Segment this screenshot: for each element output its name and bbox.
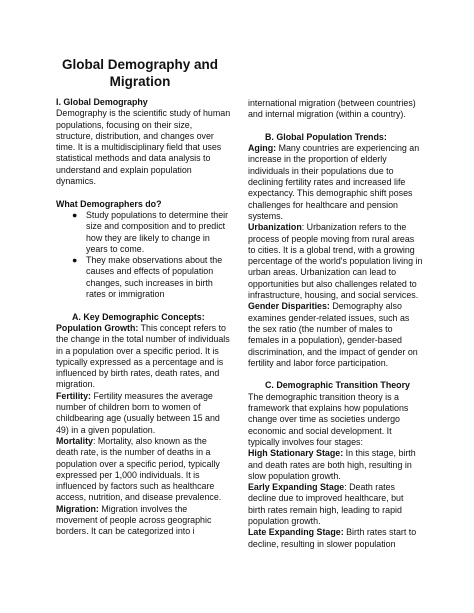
- paragraph-line: examines gender-related issues, such as: [248, 312, 410, 323]
- paragraph-line: Urbanization: Urbanization refers to the: [248, 222, 407, 233]
- paragraph-line: percentage of the world's population living in: [248, 256, 423, 267]
- intro-line: time. It is a multidisciplinary field that uses: [56, 142, 222, 153]
- paragraph-line: framework that explains how populations: [248, 403, 409, 414]
- paragraph-line: population growth.: [248, 515, 321, 526]
- term-aging: Aging:: [248, 143, 277, 154]
- paragraph-line: increase in the proportion of elderly: [248, 154, 387, 165]
- paragraph-line: High Stationary Stage: In this stage, birth: [248, 448, 416, 459]
- paragraph-line: systems.: [248, 210, 284, 221]
- paragraph-line: The demographic transition theory is a: [248, 391, 399, 402]
- paragraph-line: Fertility: Fertility measures the average: [56, 390, 213, 401]
- paragraph-line: infrastructure, housing, and social services.: [248, 290, 419, 301]
- title-line-1: Global Demography and: [61, 57, 219, 72]
- term-high-stationary-stage: High Stationary Stage:: [248, 448, 344, 459]
- paragraph-line: fertility and labor force participation.: [248, 357, 389, 368]
- paragraph-line: in a population over a specific period. It is: [56, 345, 219, 356]
- bullet-line: years to come.: [86, 243, 145, 254]
- bullet-line: size and composition and to predict: [86, 221, 226, 232]
- bullet-line: changes, such increases in birth: [86, 277, 213, 288]
- paragraph-line: discrimination, and the impact of gender on: [248, 346, 418, 357]
- paragraph-line: the sex ratio (the number of males to: [248, 323, 393, 334]
- paragraph-line: population over a specific period, typically: [56, 458, 220, 469]
- paragraph-line: influenced by factors such as healthcare: [56, 481, 215, 492]
- paragraph-line: slow population growth.: [248, 470, 341, 481]
- bullet-line: how they are likely to change in: [86, 232, 210, 243]
- bullet-icon: ●: [72, 255, 78, 266]
- term-fertility: Fertility:: [56, 390, 92, 401]
- intro-line: populations, focusing on their size,: [56, 119, 193, 130]
- paragraph-line: expectancy. This demographic shift poses: [248, 188, 413, 199]
- paragraph-line: typically involves four stages:: [248, 436, 363, 447]
- paragraph-line: birth rates remain high, leading to rapid: [248, 504, 402, 515]
- paragraph-line: challenges for healthcare and pension: [248, 199, 398, 210]
- section-heading-transition-theory: C. Demographic Transition Theory: [265, 380, 410, 391]
- paragraph-line: to cities. It is a global trend, with a growing: [248, 244, 415, 255]
- paragraph-line: Mortality: Mortality, also known as the: [56, 435, 207, 446]
- paragraph-line: Early Expanding Stage: Death rates: [248, 482, 395, 493]
- paragraph-line: 49) in a given population.: [56, 424, 156, 435]
- paragraph-line: Population Growth: This concept refers to: [56, 322, 226, 333]
- term-urbanization: Urbanization: [248, 222, 302, 233]
- paragraph-line: females in a population), gender-based: [248, 335, 402, 346]
- paragraph-line: process of people moving from rural areas: [248, 233, 415, 244]
- paragraph-line: Migration: Migration involves the: [56, 503, 188, 514]
- paragraph-line: migration.: [56, 379, 95, 390]
- paragraph-line: Gender Disparities: Demography also: [248, 301, 402, 312]
- document-title: [55, 56, 225, 90]
- section-heading-key-concepts: A. Key Demographic Concepts:: [72, 311, 205, 322]
- paragraph-line: typically expressed as a percentage and is: [56, 356, 224, 367]
- intro-line: understand and explain population: [56, 164, 192, 175]
- paragraph-line: declining fertility rates and increased life: [248, 177, 406, 188]
- paragraph-line: death rate, is the number of deaths in a: [56, 447, 211, 458]
- paragraph-line: number of children born to women of: [56, 402, 201, 413]
- what-demographers-heading: What Demographers do?: [56, 198, 162, 209]
- term-population-growth: Population Growth:: [56, 322, 139, 333]
- term-early-expanding-stage: Early Expanding Stage: [248, 482, 345, 493]
- bullet-line: They make observations about the: [86, 255, 223, 266]
- paragraph-line: urban areas. Urbanization can lead to: [248, 267, 397, 278]
- paragraph-line: economic and social development. It: [248, 425, 392, 436]
- paragraph-line: change over time as societies undergo: [248, 414, 400, 425]
- term-mortality: Mortality: [56, 435, 93, 446]
- intro-line: statistical methods and data analysis to: [56, 153, 211, 164]
- demographers-bullet-list: [56, 210, 234, 300]
- term-late-expanding-stage: Late Expanding Stage:: [248, 527, 344, 538]
- bullet-line: Study populations to determine their: [86, 209, 229, 220]
- section-heading-global-demography: I. Global Demography: [56, 97, 148, 107]
- bullet-item: [56, 255, 234, 300]
- paragraph-line: access, nutrition, and disease prevalence.: [56, 492, 222, 503]
- term-migration: Migration:: [56, 503, 99, 514]
- paragraph-line: Aging: Many countries are experiencing an: [248, 143, 420, 154]
- paragraph-line: decline, resulting in slower population: [248, 538, 396, 549]
- intro-line: Demography is the scientific study of human: [56, 108, 231, 119]
- bullet-item: [56, 210, 234, 255]
- paragraph-line: movement of people across geographic: [56, 514, 212, 525]
- paragraph-line: expressed per 1,000 individuals. It is: [56, 469, 200, 480]
- paragraph-line: and death rates are both high, resulting in: [248, 459, 412, 470]
- paragraph-line: opportunities but also challenges related to: [248, 278, 417, 289]
- paragraph-line: influenced by birth rates, death rates, and: [56, 368, 220, 379]
- paragraph-line: individuals in their populations due to: [248, 165, 394, 176]
- paragraph-line: Late Expanding Stage: Birth rates start to: [248, 527, 417, 538]
- intro-line: dynamics.: [56, 176, 96, 187]
- paragraph-line: childbearing age (usually between 15 and: [56, 413, 220, 424]
- title-line-2: Migration: [109, 74, 171, 89]
- intro-line: structure, distribution, and changes over: [56, 130, 214, 141]
- bullet-icon: ●: [72, 209, 78, 220]
- right-column: [248, 98, 430, 550]
- paragraph-line: the change in the total number of individuals: [56, 334, 230, 345]
- paragraph-line: and internal migration (within a country).: [248, 109, 406, 120]
- left-column: [56, 97, 234, 538]
- paragraph-line: decline due to improved healthcare, but: [248, 493, 404, 504]
- paragraph-line: international migration (between countries): [248, 98, 416, 108]
- bullet-line: causes and effects of population: [86, 266, 214, 277]
- term-gender-disparities: Gender Disparities:: [248, 301, 330, 312]
- section-heading-population-trends: B. Global Population Trends:: [265, 131, 387, 142]
- paragraph-line: borders. It can be categorized into i: [56, 526, 195, 537]
- bullet-line: rates or immigration: [86, 289, 165, 300]
